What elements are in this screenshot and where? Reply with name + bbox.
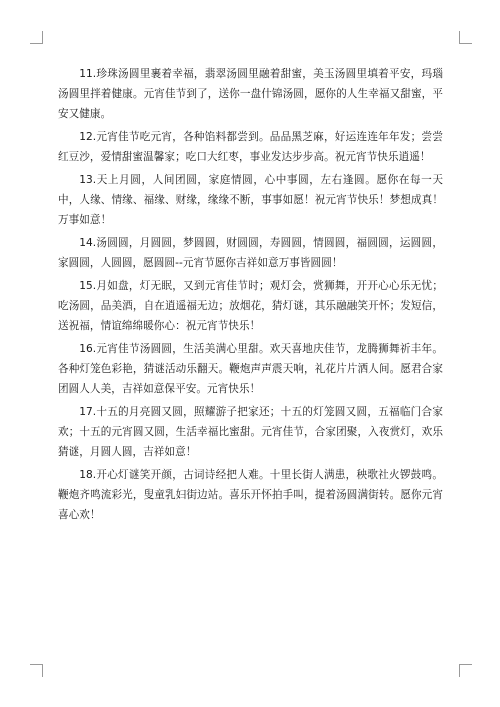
paragraph-13: 13.天上月圆，人间团圆，家庭情圆，心中事圆，左右逢圆。愿你在每一天中，人缘、情缘、福缘、财缘，缘缘不断，事事如愿！祝元宵节快乐！梦想成真！万事如意！ bbox=[58, 174, 443, 226]
paragraph-11: 11.珍珠汤圆里裹着幸福，翡翠汤圆里融着甜蜜，美玉汤圆里填着平安，玛瑙汤圆里拌着健康。元宵佳节到了，送你一盘什锦汤圆，愿你的人生幸福又甜蜜，平安又健康。 bbox=[58, 68, 443, 120]
paragraph-16: 16.元宵佳节汤圆圆，生活美满心里甜。欢天喜地庆佳节，龙腾狮舞祈丰年。各种灯笼色彩艳，猜谜活动乐翻天。鞭炮声声震天响，礼花片片洒人间。愿君合家团圆人人美，吉祥如意保平安。元宵快乐！ bbox=[58, 343, 443, 395]
paragraph-12: 12.元宵佳节吃元宵，各种馅料都尝到。品品黑芝麻，好运连连年年发；尝尝红豆沙，爱情甜蜜温馨家；吃口大红枣，事业发达步步高。祝元宵节快乐逍遥！ bbox=[58, 131, 443, 163]
crop-mark-top-left bbox=[30, 31, 43, 44]
paragraph-15: 15.月如盘，灯无眠，又到元宵佳节时；观灯会，赏狮舞，开开心心乐无忧；吃汤圆，品美酒，自在逍遥福无边；放烟花，猜灯谜，其乐融融笑开怀；发短信，送祝福，情谊绵绵暖你心：祝元宵节快乐！ bbox=[58, 280, 443, 332]
paragraph-17: 17.十五的月亮圆又圆，照耀游子把家还；十五的灯笼圆又圆，五福临门合家欢；十五的元宵圆又圆，生活幸福比蜜甜。元宵佳节，合家团聚，入夜赏灯，欢乐猜谜，月圆人圆，吉祥如意！ bbox=[58, 406, 443, 458]
document-body bbox=[58, 64, 443, 528]
paragraph-14: 14.汤圆圆，月圆圆，梦圆圆，财圆圆，寿圆圆，情圆圆，福圆圆，运圆圆，家圆圆，人圆圆，愿圆圆--元宵节愿你吉祥如意万事皆圆圆！ bbox=[58, 237, 443, 269]
crop-mark-bottom-right bbox=[459, 664, 472, 677]
crop-mark-bottom-left bbox=[30, 664, 43, 677]
crop-mark-top-right bbox=[459, 31, 472, 44]
paragraph-18: 18.开心灯谜笑开颜，古词诗经把人难。十里长街人满患，秧歌社火锣鼓鸣。鞭炮齐鸣流彩光，叟童乳妇街边站。喜乐开怀拍手叫，提着汤圆满街转。愿你元宵喜心欢！ bbox=[58, 469, 443, 521]
